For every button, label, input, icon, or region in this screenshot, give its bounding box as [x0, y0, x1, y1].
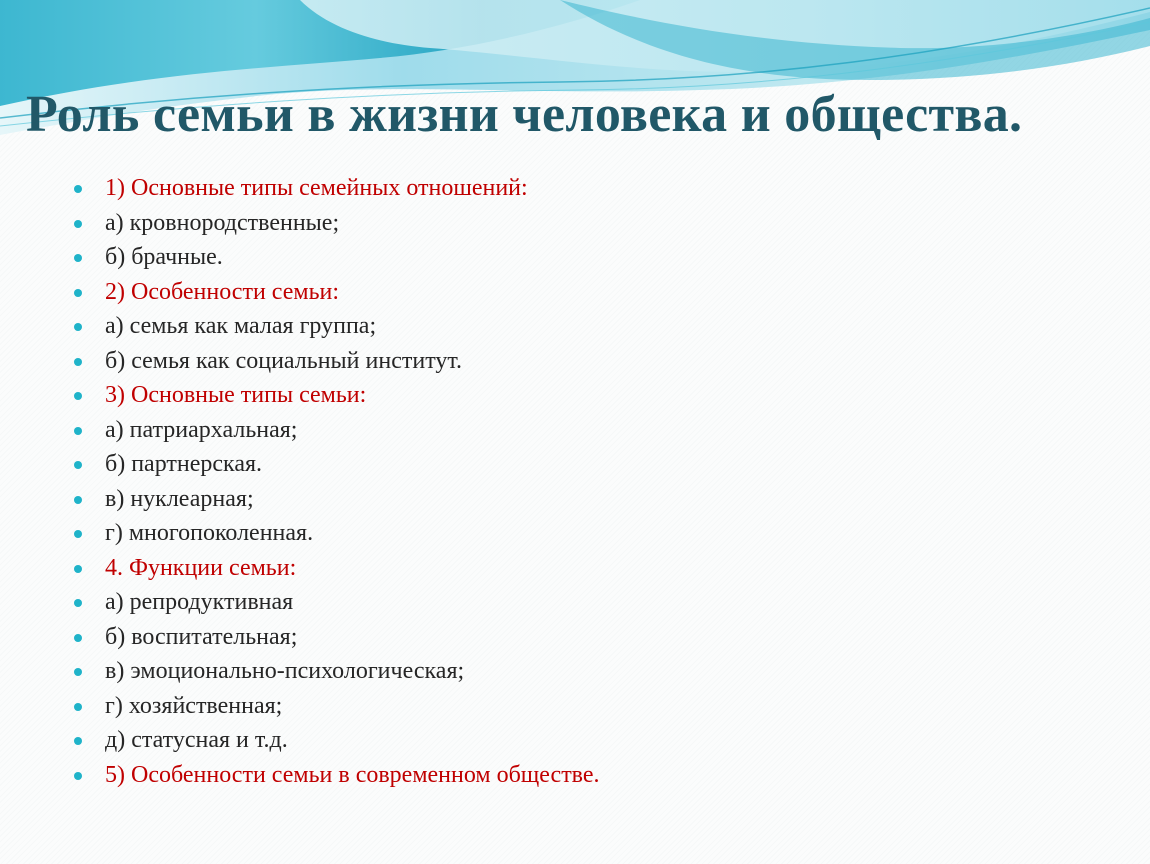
- round-bullet-icon: [74, 530, 82, 538]
- list-item: [74, 447, 600, 482]
- slide-title: Роль семьи в жизни человека и общества.: [26, 86, 1023, 143]
- list-item-text: 4. Функции семьи:: [105, 554, 297, 581]
- bullet-list: [74, 171, 600, 792]
- round-bullet-icon: [74, 220, 82, 228]
- round-bullet-icon: [74, 496, 82, 504]
- section-heading-item: [74, 378, 600, 413]
- list-item-text: 2) Особенности семьи:: [105, 278, 340, 305]
- section-heading-item: [74, 758, 600, 793]
- list-item-text: б) воспитательная;: [105, 623, 298, 650]
- round-bullet-icon: [74, 289, 82, 297]
- section-heading-item: [74, 551, 600, 586]
- list-item-text: г) хозяйственная;: [105, 692, 283, 719]
- list-item-text: а) семья как малая группа;: [105, 313, 377, 339]
- round-bullet-icon: [74, 703, 82, 711]
- list-item: [74, 620, 600, 655]
- list-item-text: в) нуклеарная;: [105, 485, 254, 512]
- list-item: [74, 344, 600, 379]
- round-bullet-icon: [74, 668, 82, 676]
- list-item-text: б) брачные.: [105, 244, 223, 270]
- round-bullet-icon: [74, 565, 82, 573]
- list-item: [74, 240, 600, 275]
- list-item-text: б) семья как социальный институт.: [105, 347, 463, 374]
- section-heading-item: [74, 171, 600, 206]
- list-item-text: б) партнерская.: [105, 451, 263, 477]
- list-item-text: 1) Основные типы семейных отношений:: [105, 175, 528, 201]
- list-item-text: а) кровнородственные;: [105, 209, 340, 236]
- list-item: [74, 309, 600, 344]
- list-item: [74, 482, 600, 517]
- round-bullet-icon: [74, 254, 82, 262]
- list-item: [74, 654, 600, 689]
- round-bullet-icon: [74, 772, 82, 780]
- round-bullet-icon: [74, 323, 82, 331]
- list-item: [74, 206, 600, 241]
- list-item: [74, 723, 600, 758]
- list-item: [74, 585, 600, 620]
- list-item-text: г) многопоколенная.: [105, 520, 314, 546]
- round-bullet-icon: [74, 427, 82, 435]
- section-heading-item: [74, 275, 600, 310]
- round-bullet-icon: [74, 185, 82, 193]
- list-item-text: а) репродуктивная: [105, 589, 294, 615]
- list-item: [74, 413, 600, 448]
- list-item-text: а) патриархальная;: [105, 416, 298, 443]
- list-item-text: 5) Особенности семьи в современном обществе.: [105, 761, 600, 788]
- round-bullet-icon: [74, 737, 82, 745]
- round-bullet-icon: [74, 461, 82, 469]
- list-item-text: в) эмоционально-психологическая;: [105, 658, 465, 684]
- list-item-text: д) статусная и т.д.: [105, 727, 288, 753]
- round-bullet-icon: [74, 392, 82, 400]
- round-bullet-icon: [74, 358, 82, 366]
- round-bullet-icon: [74, 634, 82, 642]
- list-item: [74, 516, 600, 551]
- round-bullet-icon: [74, 599, 82, 607]
- list-item-text: 3) Основные типы семьи:: [105, 382, 367, 408]
- list-item: [74, 689, 600, 724]
